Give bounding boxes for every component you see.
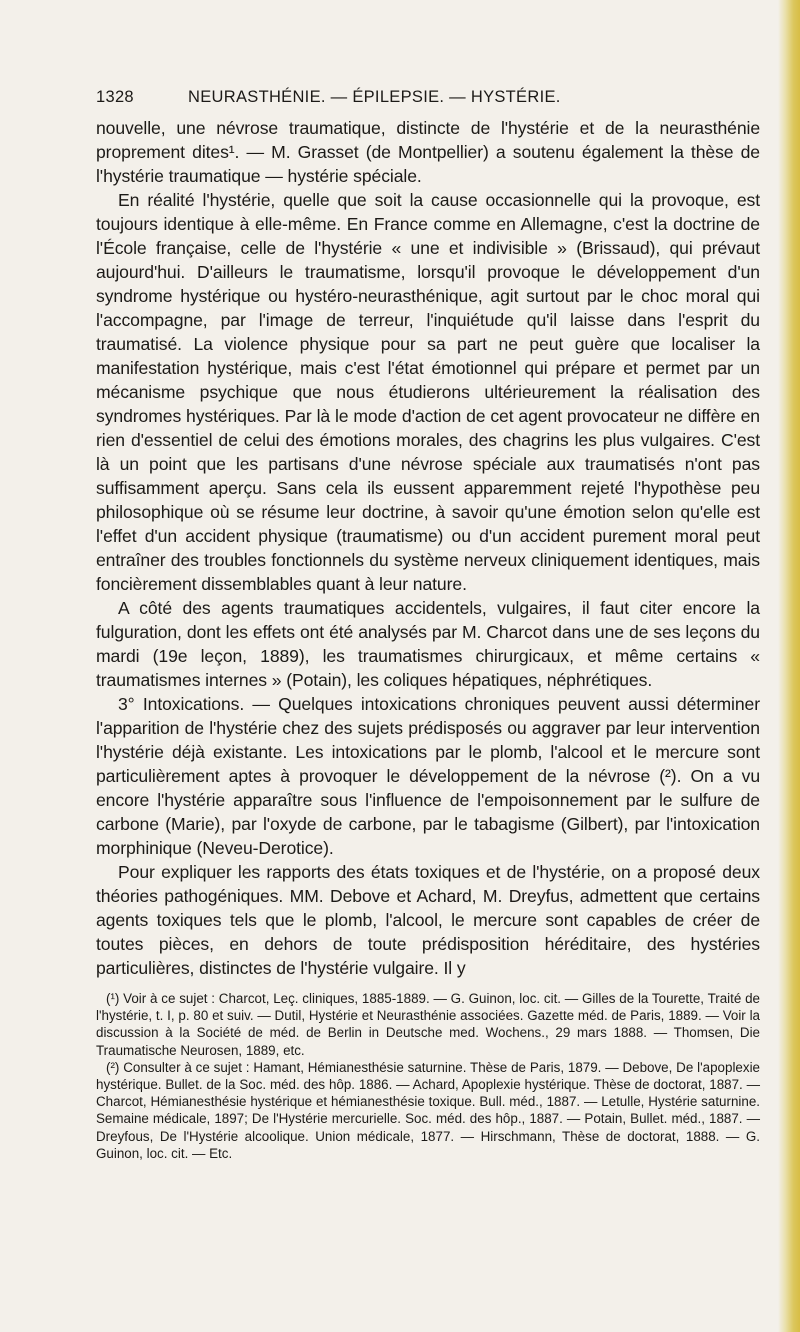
page-number: 1328 [96,88,134,106]
paragraph: En réalité l'hystérie, quelle que soit la cause occasionnelle qui la provoque, est toujours identique à elle-même. En France comme en Allemagne, c'est la doctrine de l'École française, celle de l'hystérie « une et indivisible » (Brissaud), qui prévaut aujourd'hui. D'ailleurs le traumatisme, lorsqu'il provoque le développement d'un syndrome hystérique ou hystéro-neurasthénique, agit surtout par le choc moral qui l'accompagne, par l'image de terreur, l'inquiétude qu'il laisse dans l'esprit du traumatisé. La violence physique pour sa part ne peut guère que localiser la manifestation hystérique, mais c'est l'état émotionnel qui prépare et permet par un mécanisme psychique que nous étudierons ultérieurement la réalisation des syndromes hystériques. Par là le mode d'action de cet agent provocateur ne diffère en rien d'essentiel de celui des émotions morales, des chagrins les plus vulgaires. C'est là un point que les partisans d'une névrose spéciale aux traumatisés n'ont pas suffisamment aperçu. Sans cela ils eussent apparemment rejeté l'hypothèse peu philosophique où se résume leur doctrine, à savoir qu'une émotion selon qu'elle est l'effet d'un accident physique (traumatisme) ou d'un accident purement moral peut entraîner des troubles fonctionnels du système nerveux cliniquement identiques, mais foncièrement dissemblables quant à leur nature. [96,190,760,594]
footnote: (¹) Voir à ce sujet : Charcot, Leç. cliniques, 1885-1889. — G. Guinon, loc. cit. — Gilles de la Tourette, Traité de l'hystérie, t. I, p. 80 et suiv. — Dutil, Hystérie et Neurasthénie associées. Gazette méd. de Paris, 1889. — Voir la discussion à la Société de méd. de Berlin in Deutsche med. Wochens., 29 mars 1888. — Thomsen, Die Traumatische Neurosen, 1889, etc. [96,991,760,1058]
running-title: NEURASTHÉNIE. — ÉPILEPSIE. — HYSTÉRIE. [188,88,561,106]
paragraph: Pour expliquer les rapports des états toxiques et de l'hystérie, on a proposé deux théories pathogéniques. MM. Debove et Achard, M. Dreyfus, admettent que certains agents toxiques tels que le plomb, l'alcool, le mercure sont capables de créer de toutes pièces, en dehors de toute prédisposition héréditaire, des hystéries particulières, distinctes de l'hystérie vulgaire. Il y [96,862,760,978]
body-text [96,116,760,980]
page-edge [778,0,800,1332]
paragraph-continuation: nouvelle, une névrose traumatique, distincte de l'hystérie et de la neurasthénie proprement dites¹. — M. Grasset (de Montpellier) a soutenu également la thèse de l'hystérie traumatique — hystérie spéciale. [96,118,760,186]
page-content [96,88,760,1162]
footnotes [96,990,760,1162]
running-header [96,88,760,110]
paragraph: A côté des agents traumatiques accidentels, vulgaires, il faut citer encore la fulguration, dont les effets ont été analysés par M. Charcot dans une de ses leçons du mardi (19e leçon, 1889), les traumatismes chirurgicaux, et même certains « traumatismes internes » (Potain), les coliques hépatiques, néphrétiques. [96,598,760,690]
footnote: (²) Consulter à ce sujet : Hamant, Hémianesthésie saturnine. Thèse de Paris, 1879. — Debove, De l'apoplexie hystérique. Bullet. de la Soc. méd. des hôp. 1886. — Achard, Apoplexie hystérique. Thèse de doctorat, 1887. — Charcot, Hémianesthésie hystérique et hémianesthésie toxique. Bull. méd., 1887. — Letulle, Hystérie saturnine. Semaine médicale, 1897; De l'Hystérie mercurielle. Soc. méd. des hôp., 1887. — Potain, Bullet. méd., 1887. — Dreyfous, De l'Hystérie alcoolique. Union médicale, 1877. — Hirschmann, Thèse de doctorat, 1888. — G. Guinon, loc. cit. — Etc. [96,1059,760,1161]
paragraph-intoxications: 3° Intoxications. — Quelques intoxications chroniques peuvent aussi déterminer l'apparition de l'hystérie chez des sujets prédisposés ou aggraver par leur intervention l'hystérie déjà existante. Les intoxications par le plomb, l'alcool et le mercure sont particulièrement aptes à provoquer le développement de la névrose (²). On a vu encore l'hystérie apparaître sous l'influence de l'empoisonnement par le sulfure de carbone (Marie), par l'oxyde de carbone, par le tabagisme (Gilbert), par l'intoxication morphinique (Neveu-Derotice). [96,694,760,858]
